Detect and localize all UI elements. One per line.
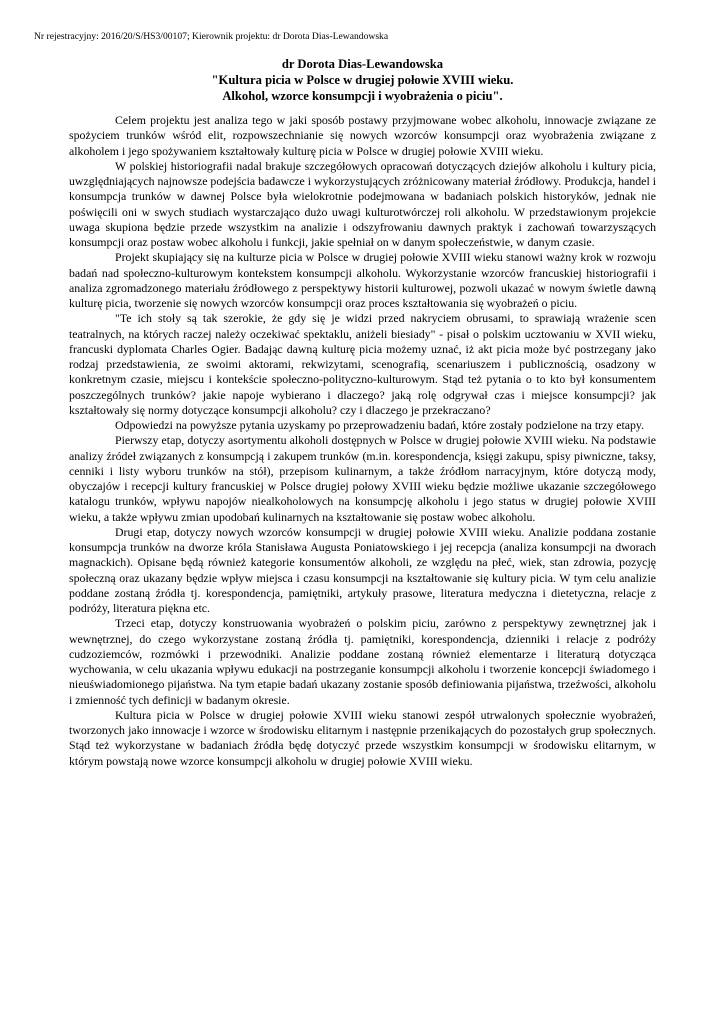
paragraph-stage-one: Pierwszy etap, dotyczy asortymentu alkoholi dostępnych w Polsce w drugiej połowie XVIII wieku. Na podstawie analizy źródeł związanych z konsumpcją i zakupem trunków (m.in. korespondencja, księgi zakupu, spisy piwniczne, taksy, cenniki i listy wyboru trunków na stół), przepisom kulinarnym, a także źródłom narracyjnym, które dotyczą mody, obyczajów i recepcji kultury francuskiej w Polsce drugiej połowy XVIII wieku będzie możliwe ukazanie szczegółowego katalogu trunków, wpływu napojów niealkoholowych na konsumpcję alkoholu i jego status w drugiej połowie XVIII wieku, a także wpływu zmian upodobań kulinarnych na kształtowanie się postaw wobec alkoholu. bbox=[69, 433, 656, 524]
paragraph-project-importance: Projekt skupiający się na kulturze picia w Polsce w drugiej połowie XVIII wieku stanowi ważny krok w rozwoju badań nad społeczno-kulturowym kontekstem konsumpcji alkoholu. Wykorzystanie wzorców francuskiej historiografii i analiza zgromadzonego materiału źródłowego z perspektywy historii kulturowej, pozwoli ukazać w nowym świetle dawną kulturę picia, tworzenie się nowych wzorców konsumpcji oraz proces kształtowania się wyobrażeń o piciu. bbox=[69, 250, 656, 310]
paragraph-project-goal: Celem projektu jest analiza tego w jaki sposób postawy przyjmowane wobec alkoholu, innowacje związane ze spożyciem trunków wśród elit, rozpowszechnianie się nowych wzorców konsumpcji oraz wyobrażenia związane z alkoholem i jego spożywaniem kształtowały kulturę picia w Polsce w drugiej połowie XVIII wieku. bbox=[69, 113, 656, 158]
paragraph-conclusion: Kultura picia w Polsce w drugiej połowie XVIII wieku stanowi zespół utrwalonych społecznie wyobrażeń, tworzonych jako innowacje i wzorce w środowisku elitarnym i następnie przenikających do pozostałych grup społecznych. Stąd też wykorzystane w badaniach źródła będę dotyczyć przede wszystkim konsumpcji w środowisku elitarnym, w którym powstają nowe wzorce konsumpcji alkoholu w drugiej połowie XVIII wieku. bbox=[69, 707, 656, 768]
paragraph-three-stages: Odpowiedzi na powyższe pytania uzyskamy po przeprowadzeniu badań, które zostały podzielone na trzy etapy. bbox=[115, 418, 645, 432]
paragraph-stage-three: Trzeci etap, dotyczy konstruowania wyobrażeń o polskim piciu, zarówno z perspektywy zewnętrznej jak i wewnętrznej, do czego wykorzystane zostaną źródła tj. pamiętniki, korespondencja, dzienniki i relacje z podróży cudzoziemców, rozmówki i przewodniki. Analizie poddane zostaną również elementarze i literaturą dotycząca wychowania, w celu ukazania wpływu edukacji na postrzeganie konsumpcji alkoholu i tworzenie koncepcji świadomego i nieuświadomionego pijaństwa. Na tym etapie badań ukazany zostanie sposób definiowania pijaństwa, trzeźwości, alkoholu i zmienność tych definicji w badanym okresie. bbox=[69, 616, 656, 707]
document-title-line-1: "Kultura picia w Polsce w drugiej połowie XVIII wieku. bbox=[211, 73, 514, 87]
registration-header: Nr rejestracyjny: 2016/20/S/HS3/00107; Kierownik projektu: dr Dorota Dias-Lewandowska bbox=[34, 31, 389, 42]
paragraph-historiography: W polskiej historiografii nadal brakuje szczegółowych opracowań dotyczących dziejów alkoholu i kultury picia, uwzględniających najnowsze podejścia badawcze i wykorzystujących zróżnicowany materiał źródłowy. Produkcja, handel i konsumpcja trunków w dawnej Polsce była wielokrotnie podejmowana w badaniach polskich historyków, jednak nie poświęcili oni w swych studiach wystarczająco dużo uwagi kulturotwórczej roli alkoholu. W przedstawionym projekcie uwaga skupiona będzie przede wszystkim na analizie i odszyfrowaniu dawnych praktyk i zachowań towarzyszących konsumpcji oraz postaw wobec alkoholu i funkcji, jakie spełniał on w danym społeczeństwie, w danym czasie. bbox=[69, 158, 656, 249]
author-name: dr Dorota Dias-Lewandowska bbox=[281, 57, 444, 71]
document-title-line-2: Alkohol, wzorce konsumpcji i wyobrażenia o piciu". bbox=[222, 89, 503, 103]
title-block bbox=[0, 56, 725, 104]
document-body bbox=[69, 113, 656, 769]
paragraph-ogier-quote: "Te ich stoły są tak szerokie, że gdy się je widzi przed nakryciem obrusami, to sprawiają wrażenie scen teatralnych, na których raczej należy oczekiwać spektaklu, aniżeli biesiady" - pisał o polskim ucztowaniu w XVII wieku, francuski dyplomata Charles Ogier. Badając dawną kulturę picia możemy uznać, iż akt picia może być postrzegany jako rodzaj przedstawienia, ze swoimi aktorami, rekwizytami, scenografią, scenariuszem i publicznością, osadzony w konkretnym czasie, miejscu i kontekście społeczno-polityczno-kulturowym. Stąd też pytania o to kto był konsumentem poszczególnych trunków? jakie napoje wybierano i dlaczego? jaką rolę odgrywał czas i miejsce konsumpcji? jak kształtowały się normy dotyczące konsumpcji alkoholu? czy i dlaczego je przekraczano? bbox=[69, 311, 656, 417]
paragraph-stage-two: Drugi etap, dotyczy nowych wzorców konsumpcji w drugiej połowie XVIII wieku. Analizie poddana zostanie konsumpcja trunków na dworze króla Stanisława Augusta Poniatowskiego i jej recepcja (analiza konsumpcji na dworach magnackich). Opisane będą również kategorie konsumentów alkoholi, ze względu na płeć, wiek, stan zdrowia, pozycję społeczną oraz ukazany będzie wpływ miejsca i czasu konsumpcji na kształtowanie się kultury picia. W tym celu analizie poddane zostaną źródła tj. korespondencja, pamiętniki, artykuły prasowe, literatura medyczna i dietetyczna, relacje z podróży, literatura piękna etc. bbox=[69, 524, 656, 615]
